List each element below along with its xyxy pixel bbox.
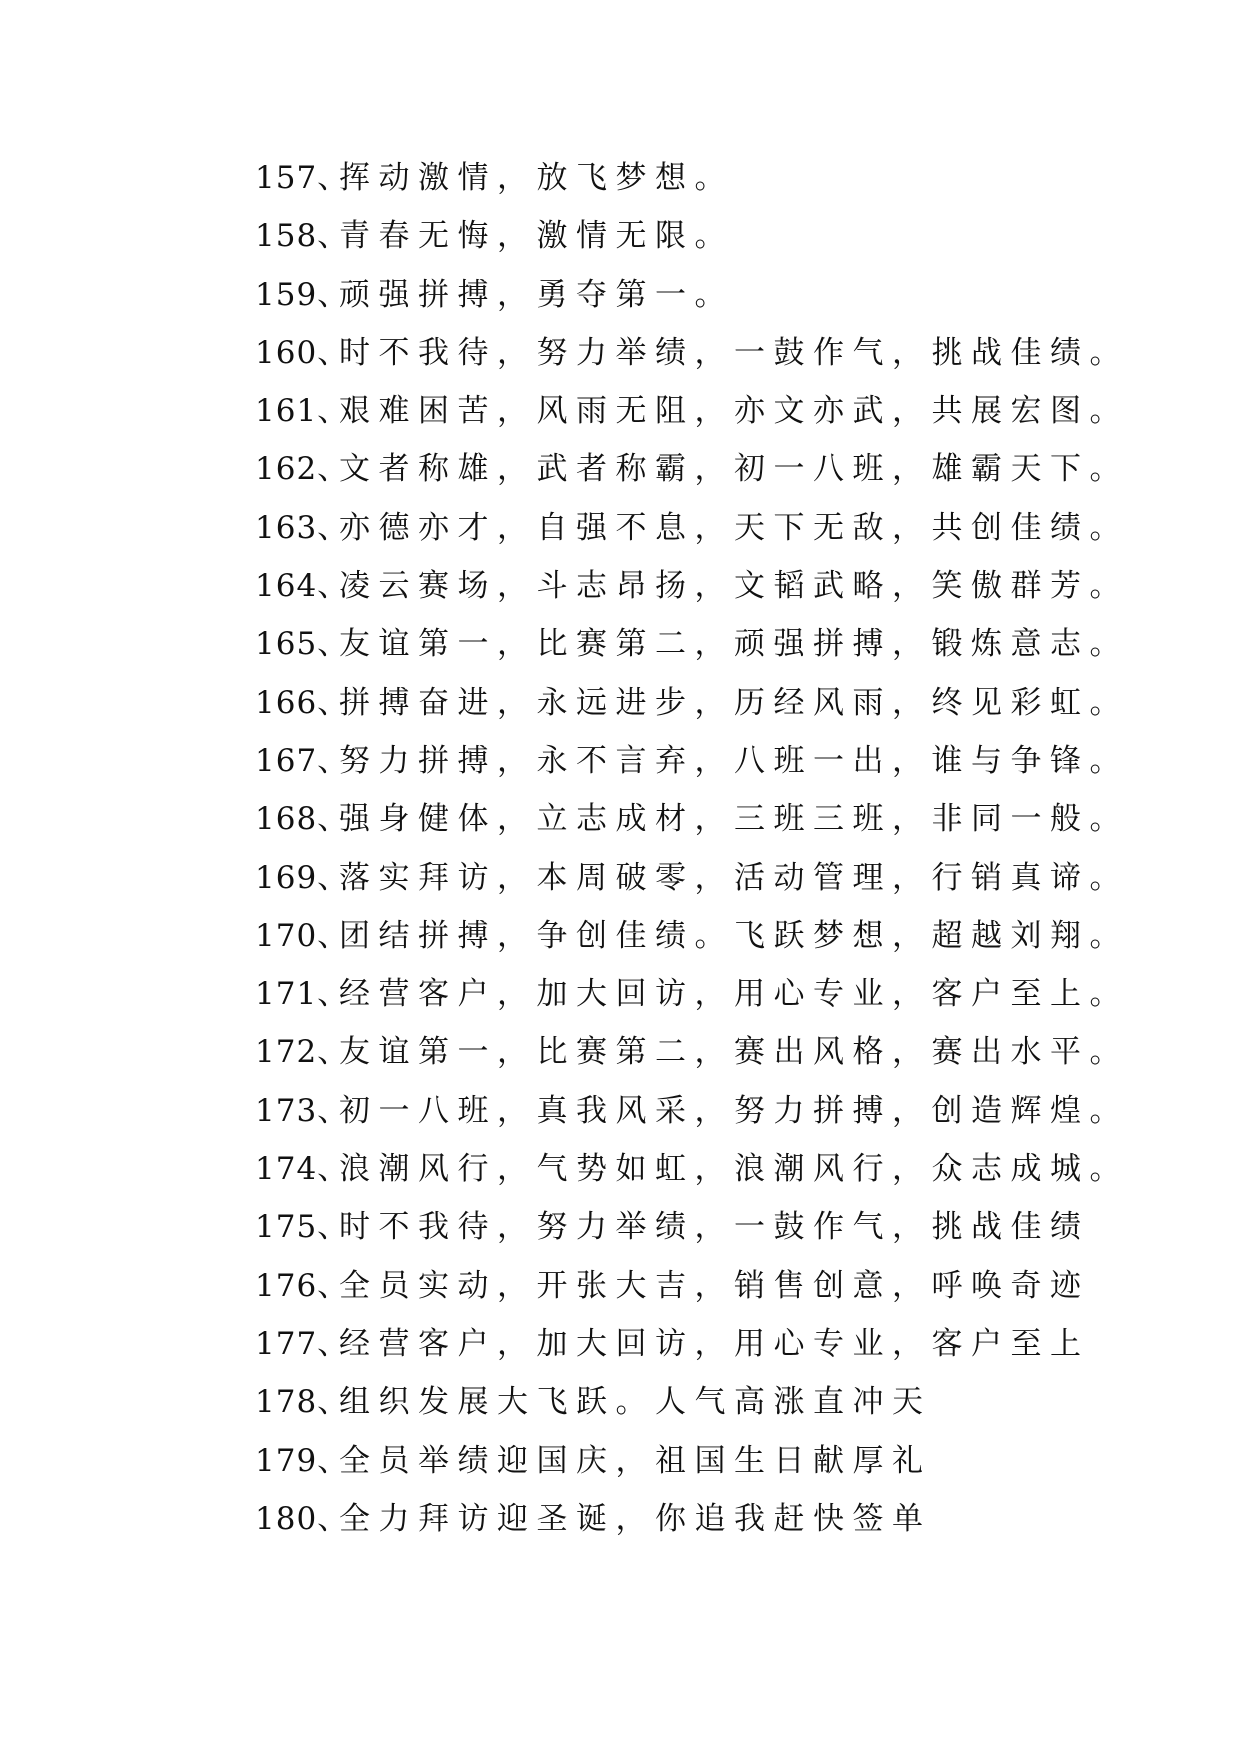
item-text: 拼搏奋进，永远进步，历经风雨，终见彩虹。 <box>339 684 1129 721</box>
list-item <box>255 1382 1129 1440</box>
item-text: 全力拜访迎圣诞，你追我赶快签单 <box>339 1500 932 1537</box>
item-text: 强身健体，立志成材，三班三班，非同一般。 <box>339 801 1129 838</box>
list-item <box>255 1207 1129 1265</box>
list-item <box>255 916 1129 974</box>
list-item <box>255 1032 1129 1090</box>
item-number: 166、 <box>255 684 350 721</box>
item-text: 青春无悔，激情无限。 <box>339 218 734 255</box>
item-text: 全员举绩迎国庆，祖国生日献厚礼 <box>339 1442 932 1479</box>
item-number: 178、 <box>255 1384 350 1421</box>
item-number: 167、 <box>255 742 350 779</box>
list-item <box>255 1091 1129 1149</box>
item-number: 159、 <box>255 276 350 313</box>
list-item <box>255 1149 1129 1207</box>
item-text: 顽强拼搏，勇夺第一。 <box>339 276 734 313</box>
list-item <box>255 1499 1129 1557</box>
list-item <box>255 216 1129 274</box>
item-number: 176、 <box>255 1267 350 1304</box>
list-item <box>255 275 1129 333</box>
item-number: 174、 <box>255 1151 350 1188</box>
slogan-list <box>255 158 1129 1557</box>
list-item <box>255 799 1129 857</box>
item-text: 初一八班，真我风采，努力拼搏，创造辉煌。 <box>339 1092 1129 1129</box>
list-item <box>255 566 1129 624</box>
item-number: 173、 <box>255 1092 350 1129</box>
item-number: 172、 <box>255 1034 350 1071</box>
item-text: 经营客户，加大回访，用心专业，客户至上。 <box>339 976 1129 1013</box>
item-text: 组织发展大飞跃。人气高涨直冲天 <box>339 1384 932 1421</box>
list-item <box>255 508 1129 566</box>
item-number: 165、 <box>255 626 350 663</box>
list-item <box>255 741 1129 799</box>
item-text: 经营客户，加大回访，用心专业，客户至上 <box>339 1325 1090 1362</box>
item-number: 157、 <box>255 160 350 196</box>
item-text: 落实拜访，本周破零，活动管理，行销真谛。 <box>339 859 1129 896</box>
item-number: 169、 <box>255 859 350 896</box>
item-number: 177、 <box>255 1325 350 1362</box>
list-item <box>255 449 1129 507</box>
list-item <box>255 974 1129 1032</box>
item-text: 时不我待，努力举绩，一鼓作气，挑战佳绩 <box>339 1209 1090 1246</box>
list-item <box>255 391 1129 449</box>
list-item <box>255 858 1129 916</box>
item-text: 努力拼搏，永不言弃，八班一出，谁与争锋。 <box>339 742 1129 779</box>
item-text: 亦德亦才，自强不息，天下无敌，共创佳绩。 <box>339 509 1129 546</box>
item-number: 171、 <box>255 976 350 1013</box>
item-text: 凌云赛场，斗志昂扬，文韬武略，笑傲群芳。 <box>339 568 1129 605</box>
item-number: 170、 <box>255 917 350 954</box>
item-text: 浪潮风行，气势如虹，浪潮风行，众志成城。 <box>339 1151 1129 1188</box>
item-text: 时不我待，努力举绩，一鼓作气，挑战佳绩。 <box>339 334 1129 371</box>
list-item <box>255 1266 1129 1324</box>
item-number: 164、 <box>255 568 350 605</box>
list-item <box>255 1324 1129 1382</box>
item-text: 全员实动，开张大吉，销售创意，呼唤奇迹 <box>339 1267 1090 1304</box>
item-number: 179、 <box>255 1442 350 1479</box>
item-text: 友谊第一，比赛第二，赛出风格，赛出水平。 <box>339 1034 1129 1071</box>
list-item <box>255 158 1129 216</box>
item-number: 161、 <box>255 393 350 430</box>
list-item <box>255 1441 1129 1499</box>
item-text: 文者称雄，武者称霸，初一八班，雄霸天下。 <box>339 451 1129 488</box>
item-number: 168、 <box>255 801 350 838</box>
item-text: 挥动激情，放飞梦想。 <box>339 160 734 196</box>
list-item <box>255 683 1129 741</box>
item-number: 180、 <box>255 1500 350 1537</box>
item-text: 艰难困苦，风雨无阻，亦文亦武，共展宏图。 <box>339 393 1129 430</box>
list-item <box>255 624 1129 682</box>
item-text: 友谊第一，比赛第二，顽强拼搏，锻炼意志。 <box>339 626 1129 663</box>
item-number: 160、 <box>255 334 350 371</box>
item-number: 162、 <box>255 451 350 488</box>
item-number: 175、 <box>255 1209 350 1246</box>
list-item <box>255 333 1129 391</box>
item-number: 158、 <box>255 218 350 255</box>
item-number: 163、 <box>255 509 350 546</box>
item-text: 团结拼搏，争创佳绩。飞跃梦想，超越刘翔。 <box>339 917 1129 954</box>
